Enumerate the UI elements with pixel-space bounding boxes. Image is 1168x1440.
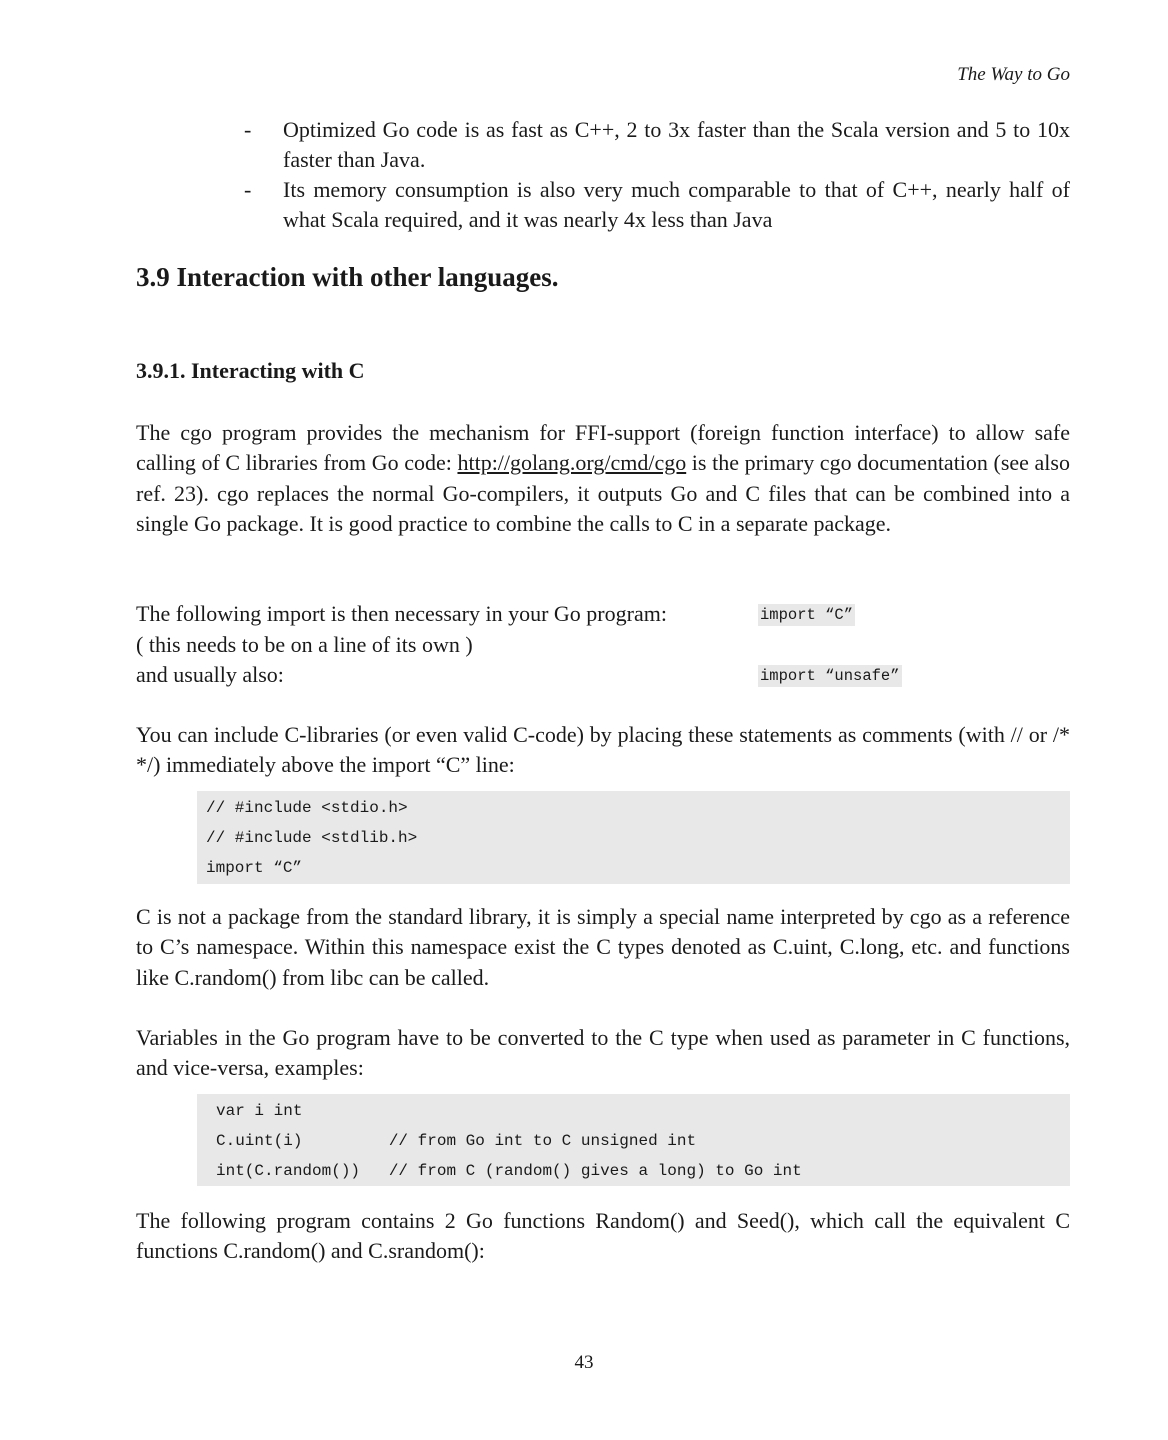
import-line-text: ( this needs to be on a line of its own ) — [136, 631, 473, 657]
import-c-code: import “C” — [760, 606, 854, 624]
bullet-item — [244, 175, 1070, 235]
paragraph-conversion: Variables in the Go program have to be converted to the C type when used as parameter in C functions, and vice-versa, examples: — [136, 1025, 1070, 1081]
bullet-item — [244, 115, 1070, 175]
code-line: // #include <stdlib.h> — [206, 829, 418, 847]
subsection-heading: 3.9.1. Interacting with C — [136, 358, 365, 383]
paragraph-include: You can include C-libraries (or even valid C-code) by placing these statements as comments (with // or /* */) immediately above the import “C” line: — [136, 722, 1070, 778]
running-header: The Way to Go — [957, 64, 1070, 85]
code-line: import “C” — [206, 859, 303, 877]
code-line: // #include <stdio.h> — [206, 799, 408, 817]
bullet-dash: - — [244, 117, 252, 142]
code-line: var i int — [216, 1102, 303, 1120]
import-line-text: and usually also: — [136, 662, 284, 687]
cgo-doc-link[interactable]: http://golang.org/cmd/cgo — [457, 450, 687, 476]
import-unsafe-code: import “unsafe” — [760, 667, 900, 685]
code-line: int(C.random()) // from C (random() gives a long) to Go int — [216, 1162, 802, 1180]
bullet-dash: - — [244, 177, 252, 202]
section-heading: 3.9 Interaction with other languages. — [136, 262, 559, 292]
paragraph-namespace: C is not a package from the standard library, it is simply a special name interpreted by cgo as a reference to C’s namespace. Within this namespace exist the C types denoted as C.uint, C.long, etc. and functions like C.random() from libc can be called. — [136, 904, 1070, 990]
paragraph-text: The cgo program provides the mechanism for FFI-support (foreign function interface) to allow safe calling of C libraries from Go code: — [136, 420, 1070, 476]
paragraph-program-intro: The following program contains 2 Go functions Random() and Seed(), which call the equivalent C functions C.random() and C.srandom(): — [136, 1208, 1070, 1264]
code-block-conversion — [197, 1094, 1070, 1186]
paragraph-cgo — [136, 418, 1070, 539]
import-line-text: The following import is then necessary in your Go program: — [136, 601, 667, 626]
paragraph-text: is the primary cgo documentation (see also ref. 23). cgo replaces the normal Go-compilers, it outputs Go and C files that can be combined into a single Go package. It is good practice to combine the calls to C in a separate package. — [136, 450, 1070, 536]
bullet-text: Optimized Go code is as fast as C++, 2 to 3x faster than the Scala version and 5 to 10x faster than Java. — [283, 117, 1070, 172]
code-line: C.uint(i) // from Go int to C unsigned int — [216, 1132, 697, 1150]
import-lines — [136, 599, 667, 691]
page-number: 43 — [574, 1352, 594, 1373]
bullet-text: Its memory consumption is also very much comparable to that of C++, nearly half of what Scala required, and it was nearly 4x less than Java — [283, 177, 1070, 232]
code-block-include — [197, 791, 1070, 884]
